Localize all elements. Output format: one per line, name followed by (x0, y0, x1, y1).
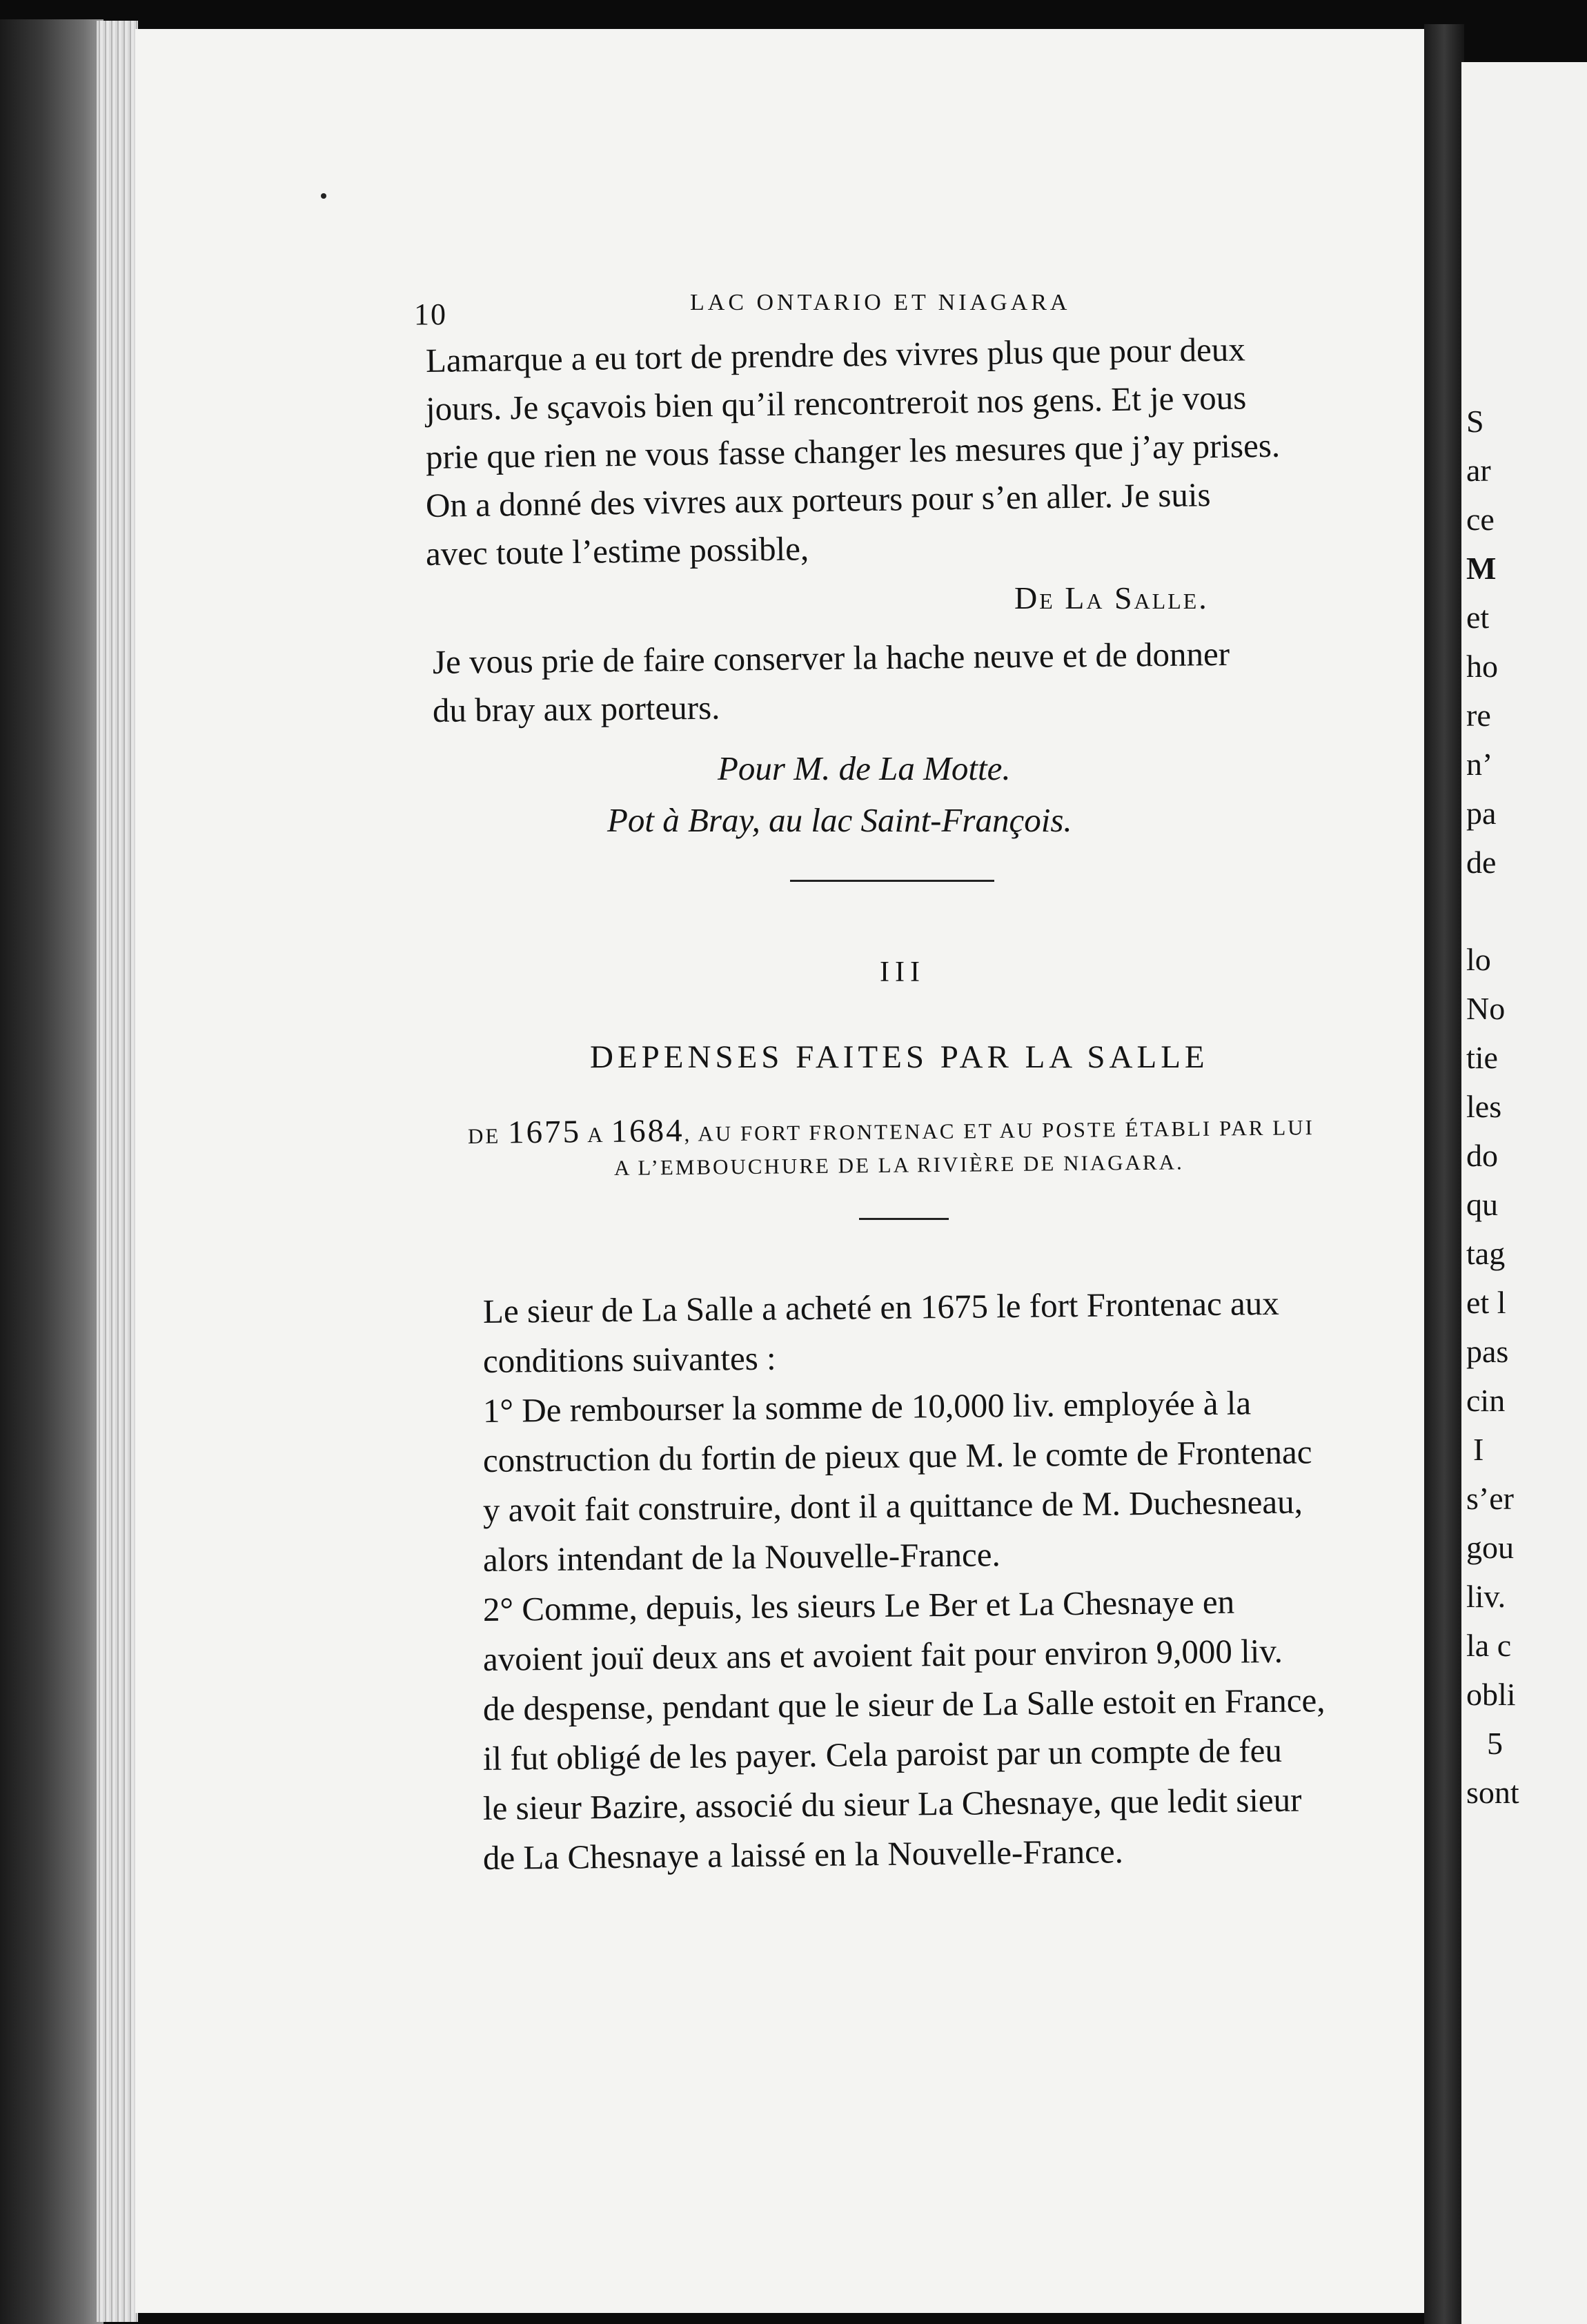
fragment: la c (1466, 1628, 1512, 1663)
fragment: liv. (1466, 1579, 1506, 1614)
fragment: 5 (1487, 1726, 1503, 1761)
fragment: tag (1466, 1236, 1506, 1271)
fragment: M (1466, 551, 1497, 586)
scan-edge-left (0, 0, 103, 2324)
fragment: et (1466, 600, 1490, 635)
fragment: pa (1466, 796, 1497, 831)
section-body (482, 1283, 1325, 1883)
running-header (414, 283, 1325, 331)
page-stack-edges (97, 21, 138, 2322)
section-number: III (880, 956, 925, 988)
fragment: ar (1466, 453, 1491, 488)
text-line: prie que rien ne vous fasse changer les mesures que j’ay prises. (425, 426, 1281, 476)
text-line: de La Chesnaye a laissé en la Nouvelle-France. (482, 1832, 1124, 1877)
text-line: jours. Je sçavois bien qu’il rencontreroit nos gens. Et je vous (425, 378, 1247, 428)
subtitle-year-end: 1684 (611, 1112, 684, 1150)
fragment: lo (1466, 942, 1491, 977)
fragment: tie (1466, 1040, 1498, 1075)
fragment: qu (1466, 1187, 1498, 1222)
subtitle-rest: , AU FORT FRONTENAC ET AU POSTE ÉTABLI PAR LUI (684, 1115, 1315, 1146)
text-line: 1° De rembourser la somme de 10,000 liv. employée à la (482, 1383, 1252, 1430)
fragment: re (1466, 698, 1491, 733)
text-line: avoient jouï deux ans et avoient fait pour environ 9,000 liv. (482, 1631, 1283, 1678)
running-title: LAC ONTARIO ET NIAGARA (690, 290, 1071, 315)
fragment: gou (1466, 1530, 1514, 1565)
text-line: du bray aux porteurs. (432, 688, 720, 729)
letter-address-line-2: Pot à Bray, au lac Saint-François. (607, 801, 1072, 839)
fragment: do (1466, 1138, 1498, 1173)
fragment: n’ (1466, 747, 1493, 782)
fragment: pas (1466, 1334, 1509, 1369)
fragment: ce (1466, 502, 1495, 537)
text-line: Je vous prie de faire conserver la hache neuve et de donner (432, 634, 1230, 681)
book-gutter (1424, 24, 1464, 2324)
fragment: s’er (1466, 1481, 1514, 1516)
scan-edge-top (0, 0, 1587, 19)
ink-speck (321, 193, 326, 199)
facing-page-text (1466, 397, 1587, 1817)
fragment: cin (1466, 1383, 1506, 1418)
fragment: sont (1466, 1775, 1519, 1810)
section-title: DEPENSES FAITES PAR LA SALLE (590, 1039, 1209, 1075)
fragment: les (1466, 1089, 1502, 1124)
text-line: Lamarque a eu tort de prendre des vivres plus que pour deux (425, 330, 1246, 380)
fragment: No (1466, 991, 1506, 1026)
paragraph-gap (1466, 887, 1587, 935)
fragment: de (1466, 845, 1497, 880)
fragment: et l (1466, 1285, 1506, 1320)
letter-address-line-1: Pour M. de La Motte. (718, 749, 1011, 787)
text-line: le sieur Bazire, associé du sieur La Chesnaye, que ledit sieur (482, 1780, 1302, 1827)
letter-signature: De La Salle. (1014, 580, 1209, 616)
text-line: Le sieur de La Salle a acheté en 1675 le fort Frontenac aux (482, 1283, 1279, 1330)
fragment: obli (1466, 1677, 1516, 1712)
subtitle-de: DE (467, 1123, 509, 1148)
letter-body (425, 330, 1281, 578)
fragment: I (1473, 1432, 1484, 1467)
text-line: On a donné des vivres aux porteurs pour s’en aller. Je suis (425, 475, 1211, 524)
subtitle-divider (859, 1218, 949, 1220)
fragment: ho (1466, 649, 1498, 684)
section-subtitle-line-2: A L’EMBOUCHURE DE LA RIVIÈRE DE NIAGARA. (613, 1150, 1184, 1180)
subtitle-a: A (580, 1122, 611, 1148)
text-line: il fut obligé de les payer. Cela paroist par un compte de feu (482, 1731, 1283, 1778)
page-number: 10 (414, 297, 447, 331)
section-divider (790, 880, 994, 882)
text-line: de despense, pendant que le sieur de La Salle estoit en France, (482, 1681, 1325, 1728)
text-line: 2° Comme, depuis, les sieurs Le Ber et La Chesnaye en (482, 1582, 1235, 1628)
text-line: y avoit fait construire, dont il a quittance de M. Duchesneau, (482, 1482, 1303, 1529)
fragment: S (1466, 404, 1484, 439)
text-line: avec toute l’estime possible, (425, 529, 809, 573)
letter-postscript (432, 634, 1230, 735)
text-line: conditions suivantes : (482, 1339, 776, 1380)
subtitle-year-start: 1675 (507, 1114, 582, 1151)
text-line: construction du fortin de pieux que M. le comte de Frontenac (482, 1432, 1312, 1479)
text-line: alors intendant de la Nouvelle-France. (482, 1535, 1000, 1579)
